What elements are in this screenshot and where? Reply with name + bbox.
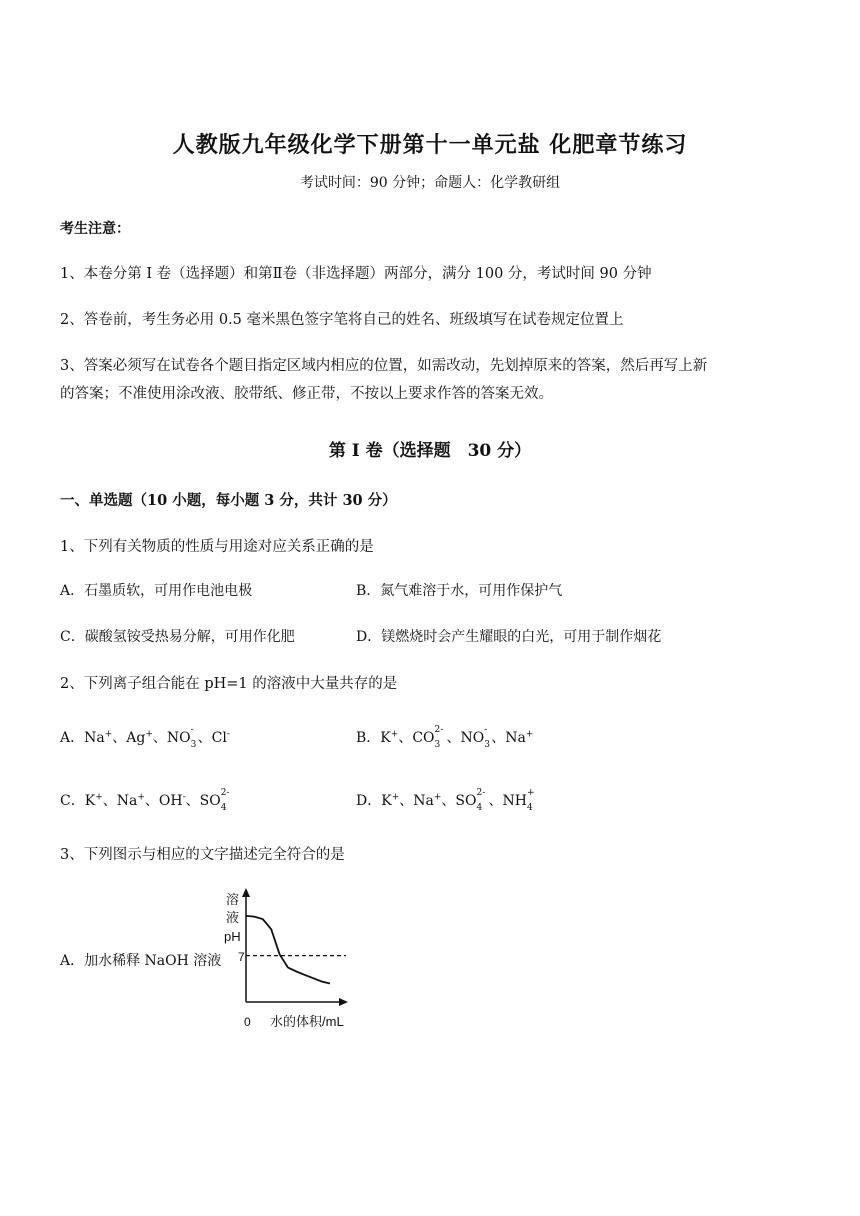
page-title: 人教版九年级化学下册第十一单元盐 化肥章节练习 [172,132,688,158]
ion-k: K+ [381,792,400,809]
option-label: B． [356,730,381,746]
option-label: C． [60,793,85,809]
y-axis-arrow [242,888,250,897]
notice-item-3-cont: 的答案；不准使用涂改液、胶带纸、修正带，不按以上要求作答的答案无效。 [60,386,553,402]
series-line-ph [246,916,330,984]
ion-no3: NO - 3 [460,725,490,750]
notice-item-3: 3、答案必须写在试卷各个题目指定区域内相应的位置，如需改动，先划掉原来的答案，然后再写上新 [60,358,708,374]
x-axis-arrow [339,998,348,1006]
ylabel-line-1: 溶 [226,892,240,907]
x-axis-label: 水的体积/mL [270,1014,344,1029]
exam-info: 考试时间：90 分钟；命题人：化学教研组 [299,175,561,191]
q3-option-a[interactable]: A．加水稀释 NaOH 溶液 [60,953,222,969]
ion-co3: CO 2- 3 [412,725,444,750]
ph-dilution-chart [222,886,372,1036]
q1-option-c[interactable]: C．碳酸氢铵受热易分解，可用作化肥 [60,629,295,645]
section-title: 第 I 卷（选择题 30 分） [328,441,532,461]
ion-so4: SO 2- 4 [199,788,230,813]
question-2-stem: 2、下列离子组合能在 pH=1 的溶液中大量共存的是 [60,676,398,692]
q2-option-c[interactable]: C．K+、Na+、OH-、SO 2- 4 [60,788,230,813]
ion-na: Na+ [413,792,442,809]
ion-k: K+ [84,792,103,809]
ylabel-line-2: 液 [226,910,240,925]
q1-option-b[interactable]: B．氮气难溶于水，可用作保护气 [356,583,563,599]
ion-na: Na+ [116,792,145,809]
ion-cl: Cl- [211,729,230,746]
q2-option-a[interactable]: A．Na+、Ag+、NO - 3 、Cl- [60,725,230,750]
notice-item-1: 1、本卷分第 I 卷（选择题）和第Ⅱ卷（非选择题）两部分，满分 100 分，考试时间 90 分钟 [60,266,652,282]
question-1-stem: 1、下列有关物质的性质与用途对应关系正确的是 [60,539,374,555]
question-3-stem: 3、下列图示与相应的文字描述完全符合的是 [60,847,345,863]
q2-option-b[interactable]: B．K+、CO 2- 3 、NO - 3 、Na+ [356,725,534,750]
ion-na: Na+ [505,729,534,746]
ion-ag: Ag+ [126,729,153,746]
ylabel-line-3: pH [224,929,241,944]
ref-tick-label: 7 [238,950,245,964]
section-heading: 一、单选题（10 小题，每小题 3 分，共计 30 分） [60,492,397,509]
ion-k: K+ [380,729,399,746]
q1-option-d[interactable]: D．镁燃烧时会产生耀眼的白光，可用于制作烟花 [356,629,662,645]
q2-option-d[interactable]: D．K+、Na+、SO 2- 4 、NH + 4 [356,788,535,813]
option-label: D． [356,793,382,809]
q1-option-a[interactable]: A．石墨质软，可用作电池电极 [60,583,253,599]
ion-nh4: NH + 4 [502,788,535,813]
ion-oh: OH- [158,792,186,809]
ion-na: Na+ [84,729,113,746]
origin-label: 0 [244,1015,251,1029]
notice-item-2: 2、答卷前，考生务必用 0.5 毫米黑色签字笔将自己的姓名、班级填写在试卷规定位置上 [60,312,624,328]
notice-heading: 考生注意： [60,221,130,237]
ion-so4: SO 2- 4 [455,788,486,813]
ion-no3: NO - 3 [166,725,197,750]
option-label: A． [60,730,85,746]
